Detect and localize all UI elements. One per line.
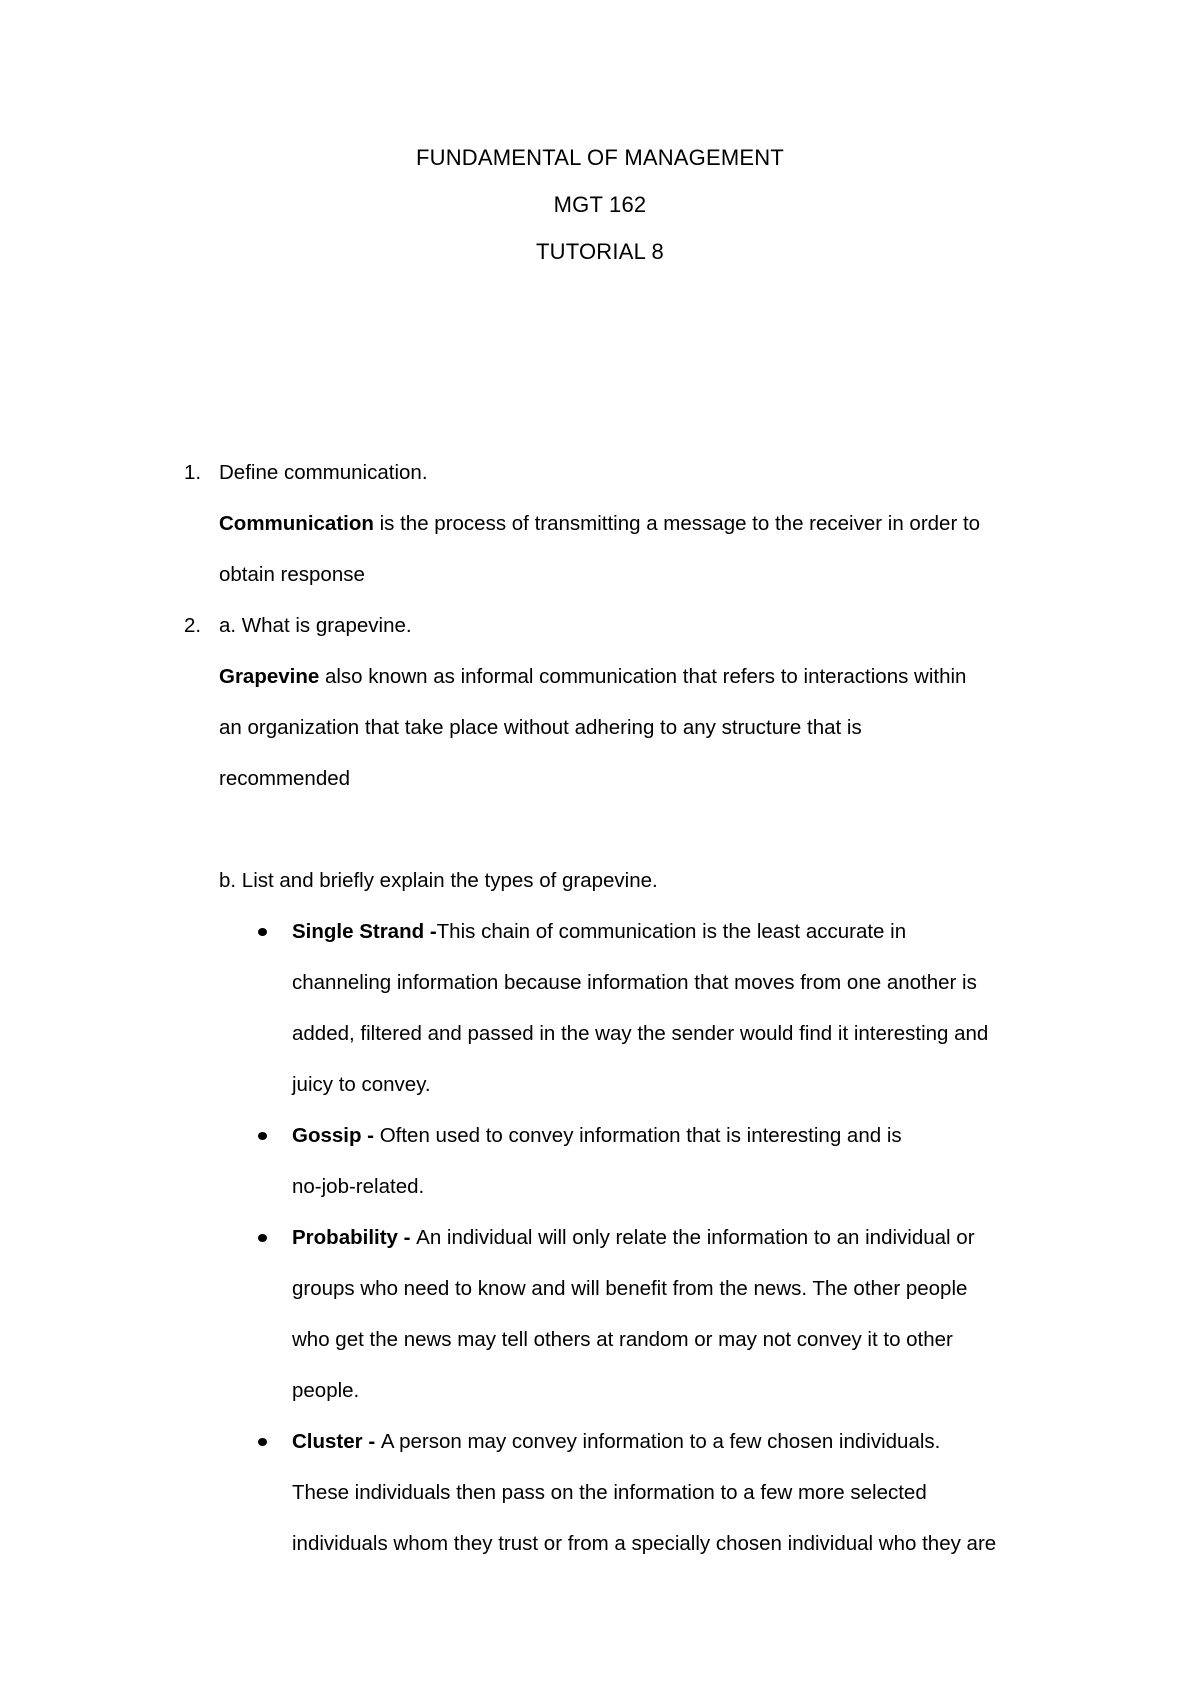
item-text: This chain of communication is the least accurate in (436, 920, 907, 943)
item-term: Gossip - (292, 1124, 380, 1147)
list-item (292, 1212, 1064, 1416)
document-title: FUNDAMENTAL OF MANAGEMENT (415, 145, 784, 170)
blank-line (184, 804, 1064, 855)
bullet-icon (258, 1234, 267, 1242)
list-item-line: individuals whom they trust or from a specially chosen individual who they are (292, 1532, 997, 1555)
list-item-line (292, 1416, 1064, 1467)
item-term: Probability - (292, 1226, 417, 1249)
list-item (292, 906, 1064, 1110)
answer-text: also known as informal communication that refers to interactions within (319, 665, 967, 688)
grapevine-types-list (184, 906, 1064, 1569)
item-term: Cluster - (292, 1430, 381, 1453)
document-body (184, 447, 1064, 1569)
list-item-line: people. (292, 1379, 360, 1402)
item-text: An individual will only relate the information to an individual or (416, 1226, 975, 1249)
list-item-line: channeling information because information that moves from one another is (292, 971, 977, 994)
list-item-line: no-job-related. (292, 1175, 425, 1198)
list-item (292, 1110, 1064, 1212)
question-text: Define communication. (219, 461, 428, 484)
answer-1-line-1 (184, 498, 1064, 549)
answer-2a-line-1 (184, 651, 1064, 702)
list-item-line: juicy to convey. (292, 1073, 431, 1096)
list-item-line (292, 1110, 1064, 1161)
item-text: A person may convey information to a few chosen individuals. (380, 1430, 941, 1453)
item-text: Often used to convey information that is interesting and is (379, 1124, 902, 1147)
answer-2a-line-3: recommended (219, 767, 351, 790)
answer-2a-line-2: an organization that take place without adhering to any structure that is (219, 716, 862, 739)
list-item-line (292, 1212, 1064, 1263)
question-text: a. What is grapevine. (219, 614, 412, 637)
answer-term: Grapevine (219, 665, 320, 688)
bullet-icon (258, 928, 267, 936)
answer-term: Communication (219, 512, 374, 535)
question-2 (184, 600, 1064, 651)
bullet-icon (258, 1438, 267, 1446)
question-number: 2. (184, 614, 202, 637)
answer-1-line-2: obtain response (219, 563, 365, 586)
list-item-line: who get the news may tell others at random or may not convey it to other (292, 1328, 953, 1351)
question-2b: b. List and briefly explain the types of grapevine. (219, 869, 658, 892)
tutorial-number: TUTORIAL 8 (536, 239, 664, 264)
list-item (292, 1416, 1064, 1569)
course-code: MGT 162 (553, 192, 647, 217)
item-term: Single Strand - (292, 920, 437, 943)
list-item-line: These individuals then pass on the information to a few more selected (292, 1481, 927, 1504)
question-number: 1. (184, 461, 202, 484)
list-item-line: groups who need to know and will benefit from the news. The other people (292, 1277, 968, 1300)
list-item-line: added, filtered and passed in the way the sender would find it interesting and (292, 1022, 989, 1045)
question-1 (184, 447, 1064, 498)
list-item-line (292, 906, 1064, 957)
bullet-icon (258, 1132, 267, 1140)
answer-text: is the process of transmitting a message to the receiver in order to (373, 512, 981, 535)
